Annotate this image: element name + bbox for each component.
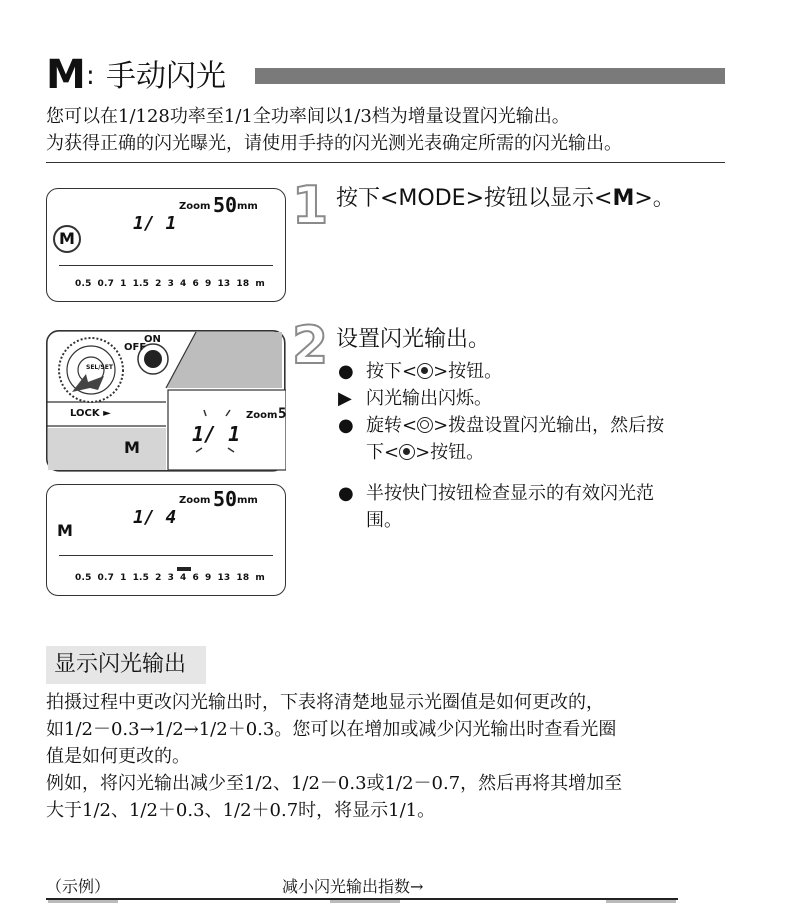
quick-control-dial-icon bbox=[417, 417, 433, 433]
intro-line-2: 为获得正确的闪光曝光，请使用手持的闪光测光表确定所需的闪光输出。 bbox=[46, 133, 622, 154]
scale-tick: 1 bbox=[120, 279, 127, 289]
paragraph-line-1: 拍摄过程中更改闪光输出时，下表将清楚地显示光圈值是如何更改的， bbox=[46, 692, 604, 713]
flash-output-value: 1/ 1 bbox=[133, 213, 177, 234]
zoom-value: 5 bbox=[278, 406, 287, 422]
step-2-item-4 bbox=[338, 480, 728, 507]
sel-set-label: SEL/SET bbox=[86, 364, 113, 371]
step-1-title bbox=[336, 184, 675, 214]
sel-set-button-icon bbox=[417, 363, 433, 379]
scale-tick: 0.5 bbox=[75, 279, 92, 289]
lock-label: LOCK ► bbox=[70, 408, 111, 419]
scale-tick: 2 bbox=[155, 573, 162, 583]
scale-tick: 9 bbox=[204, 279, 212, 289]
scale-tick: 18 bbox=[236, 279, 250, 289]
distance-scale bbox=[75, 573, 285, 583]
lcd-panel-1 bbox=[46, 188, 286, 302]
flash-body-drawing bbox=[46, 330, 286, 472]
zoom-unit: mm bbox=[237, 201, 258, 212]
flash-output-value: 1/ 4 bbox=[133, 507, 177, 528]
section-title: 显示闪光输出 bbox=[54, 652, 187, 677]
step-2-item-3 bbox=[338, 412, 728, 439]
intro-line-1: 您可以在1/128功率至1/1全功率间以1/3档为增量设置闪光输出。 bbox=[46, 106, 570, 127]
scale-tick: 18 bbox=[236, 573, 250, 583]
title-bar bbox=[255, 68, 725, 84]
distance-scale bbox=[75, 279, 285, 289]
scale-tick: 4 bbox=[180, 279, 187, 289]
item-text: 闪光输出闪烁。 bbox=[366, 388, 492, 409]
item-text: >按钮。 bbox=[433, 361, 503, 382]
item-text: 旋转< bbox=[366, 415, 418, 436]
step-2-title: 设置闪光输出。 bbox=[336, 327, 491, 352]
flash-output-blinking: 1/ 1 bbox=[192, 422, 241, 446]
scale-tick: 9 bbox=[204, 573, 212, 583]
scale-tick: 0.5 bbox=[75, 573, 92, 583]
item-text: 按下< bbox=[366, 361, 418, 382]
mode-m-icon: M bbox=[53, 225, 81, 253]
title-colon: : bbox=[86, 61, 95, 91]
zoom-label: Zoom bbox=[246, 410, 278, 421]
lcd-panel-3 bbox=[46, 484, 286, 596]
bullet-arrow: ▶ bbox=[338, 388, 352, 409]
zoom-label: Zoom bbox=[179, 495, 211, 506]
paragraph-line-4: 例如，将闪光输出减少至1/2、1/2－0.3或1/2－0.7，然后再将其增加至 bbox=[46, 773, 623, 794]
step-2-item-2 bbox=[338, 385, 728, 412]
zoom-value: 50 bbox=[213, 487, 238, 511]
scale-tick: 4 bbox=[180, 573, 187, 583]
step-number-1: 1 bbox=[292, 176, 329, 236]
scale-tick: 1.5 bbox=[132, 573, 150, 583]
mode-label: M bbox=[124, 438, 140, 457]
scale-tick: 13 bbox=[217, 573, 231, 583]
lcd-divider bbox=[59, 555, 273, 556]
step-number-2: 2 bbox=[292, 316, 329, 376]
on-label: ON bbox=[144, 334, 161, 345]
item-text: 半按快门按钮检查显示的有效闪光范 bbox=[366, 483, 654, 504]
scale-tick: 13 bbox=[217, 279, 231, 289]
step-2-item-1 bbox=[338, 358, 728, 385]
bullet-dot: ● bbox=[338, 415, 354, 436]
bullet-dot: ● bbox=[338, 483, 354, 504]
lcd-divider bbox=[59, 265, 273, 266]
item-text: >按钮。 bbox=[415, 442, 485, 463]
off-label: OFF bbox=[124, 342, 147, 353]
step-2-item-4-line-2: 围。 bbox=[366, 510, 402, 531]
scale-tick: 1.5 bbox=[132, 279, 150, 289]
zoom-label: Zoom bbox=[179, 201, 211, 212]
scale-tick: 6 bbox=[192, 573, 199, 583]
scale-tick: 1 bbox=[120, 573, 127, 583]
table-header: 减小闪光输出指数→ bbox=[282, 877, 424, 896]
paragraph-line-3: 值是如何更改的。 bbox=[46, 746, 190, 767]
mode-label: M bbox=[57, 521, 73, 540]
item-text: >拨盘设置闪光输出，然后按 bbox=[433, 415, 665, 436]
scale-tick: 0.7 bbox=[97, 573, 115, 583]
scale-tick: m bbox=[255, 279, 265, 289]
step-1-text-end: >。 bbox=[634, 186, 675, 211]
table-example-label: （示例） bbox=[46, 877, 111, 896]
divider bbox=[46, 162, 725, 163]
scale-tick: 2 bbox=[155, 279, 162, 289]
scale-tick: 0.7 bbox=[97, 279, 115, 289]
scale-tick: 6 bbox=[192, 279, 199, 289]
flash-back-illustration bbox=[46, 330, 286, 472]
bullet-dot: ● bbox=[338, 361, 354, 382]
sel-set-button-icon bbox=[399, 444, 415, 460]
scale-tick: 3 bbox=[167, 279, 175, 289]
paragraph-line-2: 如1/2－0.3→1/2→1/2＋0.3。您可以在增加或减少闪光输出时查看光圈 bbox=[46, 719, 617, 740]
paragraph-line-5: 大于1/2、1/2＋0.3、1/2＋0.7时，将显示1/1。 bbox=[46, 800, 436, 821]
item-text: 下< bbox=[366, 442, 400, 463]
mode-m-label: M bbox=[612, 186, 635, 211]
zoom-value: 50 bbox=[213, 193, 238, 217]
scale-tick: m bbox=[255, 573, 265, 583]
page-title: 手动闪光 bbox=[106, 59, 226, 94]
range-indicator bbox=[177, 567, 191, 571]
zoom-unit: mm bbox=[237, 495, 258, 506]
scale-tick: 3 bbox=[167, 573, 175, 583]
step-1-text: 按下<MODE>按钮以显示< bbox=[336, 186, 613, 211]
step-2-item-3-line-2 bbox=[366, 439, 484, 466]
title-mode-letter: M bbox=[46, 52, 86, 98]
